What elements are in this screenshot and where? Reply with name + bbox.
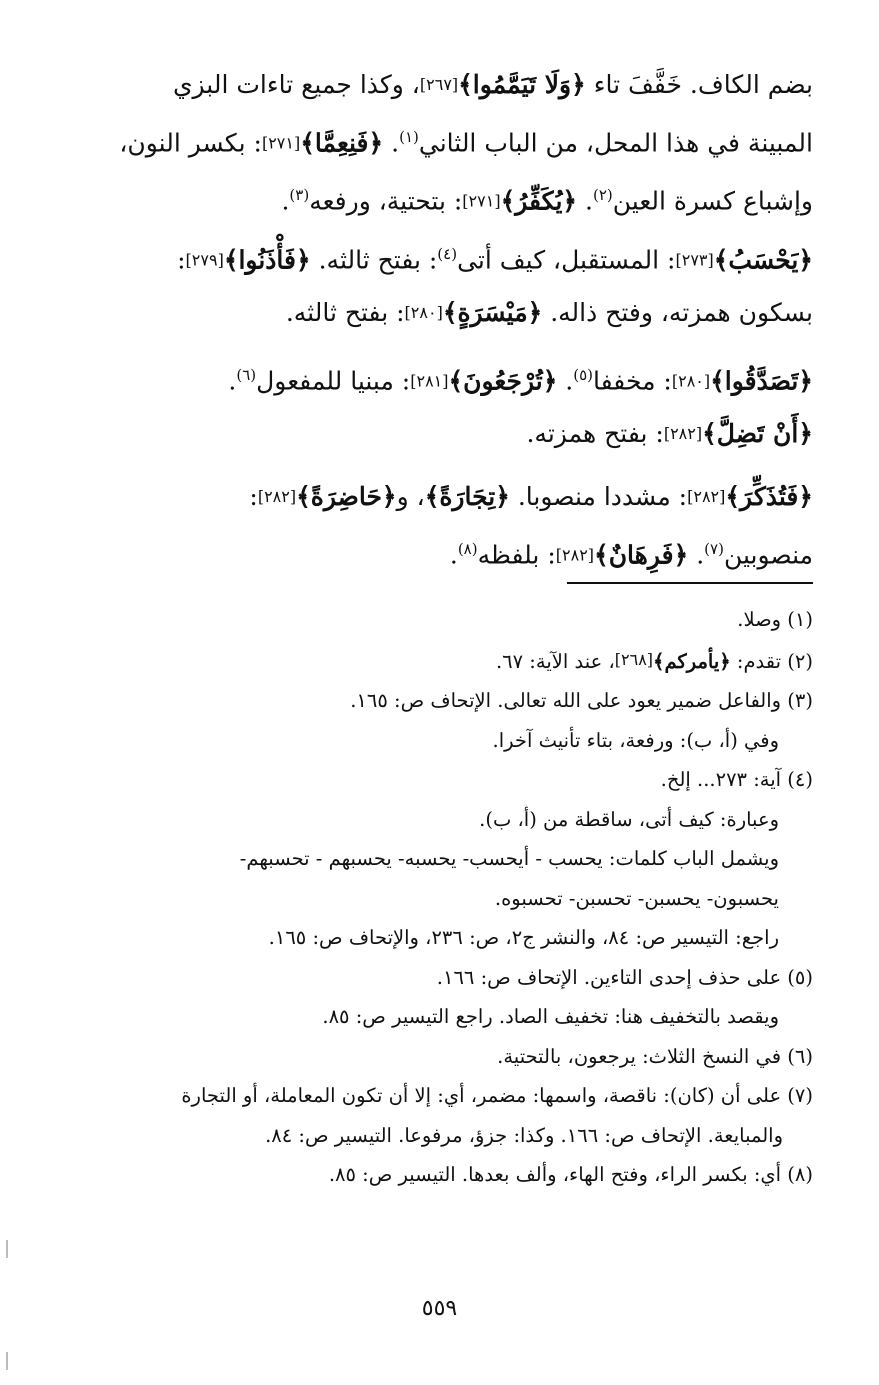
quran-word: ﴿فَتُذَكِّرَ﴾ (725, 482, 813, 512)
footnote-ref: (٦) (236, 365, 257, 384)
verse-number: [٢٦٧] (419, 75, 459, 94)
verse-number: [٢٧٩] (185, 249, 224, 269)
verse-number: [٢٨٢] (257, 487, 297, 507)
paragraph-2 (82, 349, 813, 460)
quran-word: ﴿فَنِعِمَّا﴾ (300, 128, 384, 158)
verse-number: [٢٧١] (261, 133, 301, 153)
page-number: ٥٥٩ (421, 1296, 458, 1321)
text-line: ﴿فَتُذَكِّرَ﴾[٢٨٢]: مشددا منصوبا. ﴿تِجَارَةً﴾، و﴿حَاضِرَةً﴾[٢٨٢]: (249, 482, 813, 512)
verse-number: [٢٨٢] (663, 424, 703, 444)
footnote-line: وفي (أ، ب): ورفعة، بتاء تأنيث آخرا. (492, 728, 779, 752)
footnote-line: (٧) على أن (كان): ناقصة، واسمها: مضمر، أي: إلا أن تكون المعاملة، أو التجارة (181, 1084, 813, 1107)
verse-number: [٢٨٠] (404, 302, 443, 322)
quran-word: ﴿مَيْسَرَةٍ﴾ (442, 297, 543, 327)
quran-word: ﴿فَرِهَانٌ﴾ (594, 540, 689, 570)
footnotes (82, 600, 813, 1195)
footnote-ref: (٢) (592, 186, 613, 205)
footnote-separator (567, 582, 813, 584)
footnote-line: (٨) أي: بكسر الراء، وفتح الهاء، وألف بعدها. التيسير ص: ٨٥. (328, 1163, 813, 1186)
quran-word: ﴿تُرْجَعُونَ﴾ (448, 366, 558, 396)
quran-word: ﴿يُكَفِّرُ﴾ (500, 186, 578, 216)
text-line: ﴿تَصَدَّقُوا﴾[٢٨٠]: مخففا$^{(٥)}$. ﴿تُرْجَعُونَ﴾[٢٨١]: مبنيا للمفعول$^{(٦)}$. (228, 365, 813, 396)
verse-number: [٢٧١] (462, 191, 501, 211)
verse-number: [٢٦٨] (614, 649, 654, 669)
text-line: منصوبين$^{(٧)}$. ﴿فَرِهَانٌ﴾[٢٨٢]: بلفظه$^{(٨)}$. (449, 540, 813, 570)
footnote-line: (٦) في النسخ الثلاث: يرجعون، بالتحتية. (497, 1044, 813, 1068)
paragraph-1 (82, 58, 813, 339)
footnote-line: (٢) تقدم: ﴿يأمركم﴾[٢٦٨]، عند الآية: ٦٧. (495, 649, 813, 673)
text-line: بسكون همزته، وفتح ذاله. ﴿مَيْسَرَةٍ﴾[٢٨٠]: بفتح ثالثه. (285, 297, 813, 327)
verse-number: [٢٧٣] (675, 249, 714, 269)
footnote-line: يحسبون- يحسبن- تحسبن- تحسبوه. (494, 886, 779, 910)
quran-word: ﴿تَصَدَّقُوا﴾ (710, 366, 813, 396)
text-line: وإشباع كسرة العين$^{(٢)}$. ﴿يُكَفِّرُ﴾[٢٧١]: بتحتية، ورفعه$^{(٣)}$. (281, 186, 813, 216)
text-line: ﴿يَحْسَبُ﴾[٢٧٣]: المستقبل، كيف أتى$^{(٤)}$: بفتح ثالثه. ﴿فَأْذَنُوا﴾[٢٧٩]: (177, 244, 813, 274)
quran-word: ﴿يأمركم﴾ (653, 649, 731, 673)
quran-word: ﴿يَحْسَبُ﴾ (713, 244, 813, 274)
quran-word: ﴿فَأْذَنُوا﴾ (223, 244, 311, 274)
text-line: بضم الكاف. خَفَّفَ تاء ﴿وَلَا تَيَمَّمُوا﴾[٢٦٧]، وكذا جميع تاءات البزي (172, 70, 813, 99)
footnote-ref: (٨) (457, 540, 478, 559)
footnote-line: والمبايعة. الإتحاف ص: ١٦٦. وكذا: جزؤ، مرفوعا. التيسير ص: ٨٤. (265, 1123, 783, 1147)
verse-number: [٢٨٢] (687, 487, 726, 507)
footnote-line: (٥) على حذف إحدى التاءين. الإتحاف ص: ١٦٦. (436, 965, 813, 989)
footnote-ref: (٣) (289, 186, 310, 205)
paragraph-3 (82, 470, 813, 581)
scan-edge-mark (6, 1240, 8, 1258)
text-line: المبينة في هذا المحل، من الباب الثاني$^{(١)}$. ﴿فَنِعِمَّا﴾[٢٧١]: بكسر النون، (119, 128, 813, 158)
footnote-line: (٤) آية: ٢٧٣... إلخ. (660, 768, 813, 791)
footnote-line: (٣) والفاعل ضمير يعود على الله تعالى. الإتحاف ص: ١٦٥. (350, 689, 813, 712)
footnote-line: (١) وصلا. (737, 608, 813, 631)
quran-word: ﴿أَنْ تَضِلَّ﴾ (702, 419, 813, 449)
verse-number: [٢٨٠] (671, 371, 711, 391)
footnote-line: ويشمل الباب كلمات: يحسب - أيحسب- يحسبه- يحسبهم - تحسبهم- (239, 847, 779, 870)
footnote-ref: (٧) (704, 540, 724, 559)
quran-word: ﴿حَاضِرَةً﴾ (296, 482, 397, 512)
footnote-line: وعبارة: كيف أتى، ساقطة من (أ، ب). (479, 807, 779, 831)
scan-edge-mark (6, 1352, 8, 1370)
footnote-line: ويقصد بالتخفيف هنا: تخفيف الصاد. راجع التيسير ص: ٨٥. (322, 1005, 779, 1028)
footnote-ref: (٥) (573, 365, 594, 384)
verse-number: [٢٨٢] (555, 545, 595, 565)
verse-number: [٢٨١] (410, 371, 449, 391)
footnote-line: راجع: التيسير ص: ٨٤، والنشر ج٢، ص: ٢٣٦، والإتحاف ص: ١٦٥. (268, 926, 779, 949)
quran-word: ﴿تِجَارَةً﴾ (424, 482, 510, 512)
footnote-ref: (١) (399, 128, 419, 146)
quran-word: ﴿وَلَا تَيَمَّمُوا﴾ (458, 70, 586, 99)
main-text (82, 58, 813, 592)
text-line: ﴿أَنْ تَضِلَّ﴾[٢٨٢]: بفتح همزته. (526, 419, 813, 449)
footnote-ref: (٤) (437, 244, 458, 263)
